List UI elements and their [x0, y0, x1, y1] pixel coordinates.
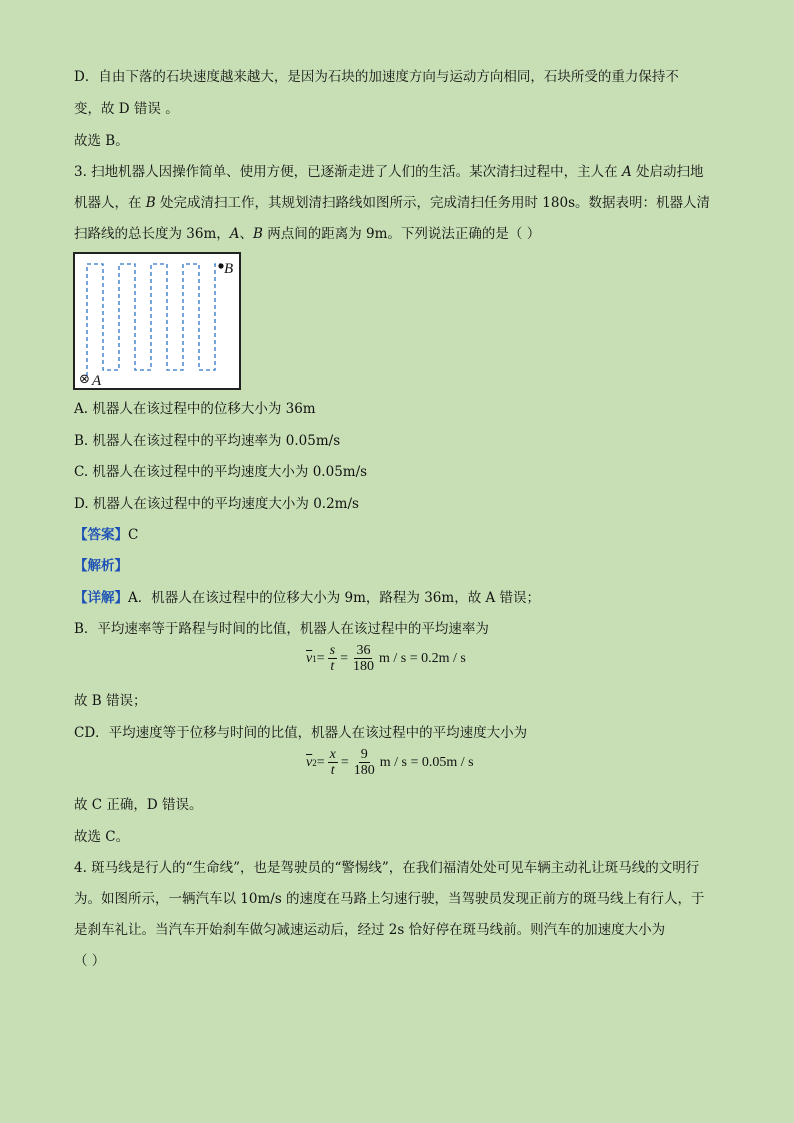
q3-stem-line3: 扫路线的总长度为 36m，A、B 两点间的距离为 9m。下列说法正确的是（ ）: [74, 226, 541, 242]
formula-avg-velocity: $\overline{v}$ 2 = $\frac{x}{t}$ = $\frac{9}{180}$ m / s = 0.05m / s: [306, 747, 474, 778]
cleaning-route-figure: [73, 252, 241, 390]
detail-line: 【详解】A．机器人在该过程中的位移大小为 9m，路程为 36m，故 A 错误；: [74, 590, 541, 606]
conclusion-b: 故 B 错误；: [74, 693, 147, 709]
label-b: B: [224, 261, 234, 277]
prev-option-d-line1: D．自由下落的石块速度越来越大，是因为石块的加速度方向与运动方向相同，石块所受的重力保持不: [74, 69, 679, 85]
answer-line: [74, 526, 138, 544]
label-a: A: [92, 373, 102, 389]
option-d: D. 机器人在该过程中的平均速度大小为 0.2m/s: [74, 496, 359, 512]
detail-tag: 【详解】: [74, 590, 128, 606]
q3-stem-line1: 3. 扫地机器人因操作简单、使用方便，已逐渐走进了人们的生活。某次清扫过程中，主人在 A 处启动扫地: [74, 164, 704, 180]
detail-cd-line: CD．平均速度等于位移与时间的比值，机器人在该过程中的平均速度大小为: [74, 725, 528, 741]
q4-stem-line4: （ ）: [74, 953, 106, 969]
q4-stem-line3: 是刹车礼让。当汽车开始刹车做匀减速运动后，经过 2s 恰好停在斑马线前。则汽车的加速度大小为: [74, 922, 666, 938]
q4-stem-line2: 为。如图所示，一辆汽车以 10m/s 的速度在马路上匀速行驶，当驾驶员发现正前方的斑马线上有行人，于: [74, 891, 705, 907]
option-a: A. 机器人在该过程中的位移大小为 36m: [74, 401, 316, 417]
analysis-tag: 【解析】: [74, 558, 128, 574]
answer-value: C: [128, 527, 139, 543]
point-b-dot: [218, 263, 223, 268]
detail-b-line: B．平均速率等于路程与时间的比值，机器人在该过程中的平均速率为: [74, 621, 489, 637]
q4-stem-line1: 4. 斑马线是行人的“生命线”，也是驾驶员的“警惕线”，在我们福清处处可见车辆主动礼让斑马线的文明行: [74, 860, 700, 876]
answer-tag: 【答案】: [74, 527, 128, 543]
formula-avg-rate: $\overline{v}$ 1 = $\frac{s}{t}$ = $\frac{36}{180}$ m / s = 0.2m / s: [306, 643, 466, 674]
q3-stem-line2: 机器人，在 B 处完成清扫工作，其规划清扫路线如图所示，完成清扫任务用时 180s。数据表明：机器人清: [74, 195, 710, 211]
q3-choose: 故选 C。: [74, 829, 130, 845]
option-c: C. 机器人在该过程中的平均速度大小为 0.05m/s: [74, 464, 368, 480]
start-icon: ⊗: [79, 372, 90, 387]
prev-choose: 故选 B。: [74, 133, 129, 149]
conclusion-cd: 故 C 正确，D 错误。: [74, 797, 203, 813]
option-b: B. 机器人在该过程中的平均速率为 0.05m/s: [74, 433, 341, 449]
prev-option-d-line2: 变，故 D 错误 。: [74, 101, 179, 117]
